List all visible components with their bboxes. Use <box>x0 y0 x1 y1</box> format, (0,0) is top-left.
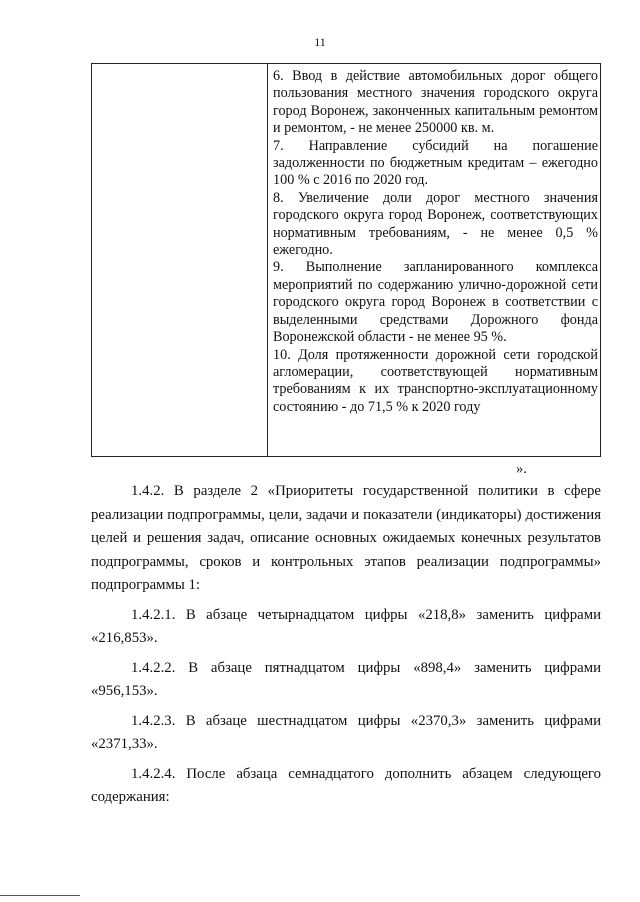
table-column-divider <box>267 64 268 456</box>
body-text <box>91 480 601 810</box>
page-number: 11 <box>314 35 326 49</box>
table-item-9: 9. Выполнение запланированного комплекса мероприятий по содержанию улично-дорожной сети городского округа город Воронеж в соответствии с выделенными средствами Дорожного фонда Воронежской области - не менее 95 %. <box>273 259 598 346</box>
table-item-8: 8. Увеличение доли дорог местного значения городского округа город Воронеж, соответствующих нормативным требованиям, - не менее 0,5 % ежегодно. <box>273 189 598 259</box>
table-cell-indicators <box>273 68 598 416</box>
footer-rule <box>0 895 80 896</box>
paragraph-1-4-2-2: 1.4.2.2. В абзаце пятнадцатом цифры «898,4» заменить цифрами «956,153». <box>91 659 601 699</box>
table-item-10: 10. Доля протяженности дорожной сети городской агломерации, соответствующей нормативным требованиям к их транспортно-эксплуатационному состоянию - до 71,5 % к 2020 году <box>273 346 598 415</box>
paragraph-1-4-2-1: 1.4.2.1. В абзаце четырнадцатом цифры «218,8» заменить цифрами «216,853». <box>91 606 601 646</box>
paragraph-1-4-2: 1.4.2. В разделе 2 «Приоритеты государственной политики в сфере реализации подпрограммы, цели, задачи и показатели (индикаторы) достижения целей и решения задач, описание основных ожидаемых конечных результатов подпрограммы, сроков и контрольных этапов реализации подпрограммы» подпрограммы 1: <box>91 483 601 593</box>
indicators-table <box>91 63 601 457</box>
paragraph-1-4-2-3: 1.4.2.3. В абзаце шестнадцатом цифры «2370,3» заменить цифрами «2371,33». <box>91 712 601 752</box>
paragraph-1-4-2-4: 1.4.2.4. После абзаца семнадцатого дополнить абзацем следующего содержания: <box>91 765 601 805</box>
closing-quote: ». <box>516 461 527 477</box>
table-item-6: 6. Ввод в действие автомобильных дорог общего пользования местного значения городского округа город Воронеж, законченных капитальным ремонтом и ремонтом, - не менее 250000 кв. м. <box>273 68 598 137</box>
table-item-7: 7. Направление субсидий на погашение задолженности по бюджетным кредитам – ежегодно 100 % с 2016 по 2020 год. <box>273 137 598 189</box>
